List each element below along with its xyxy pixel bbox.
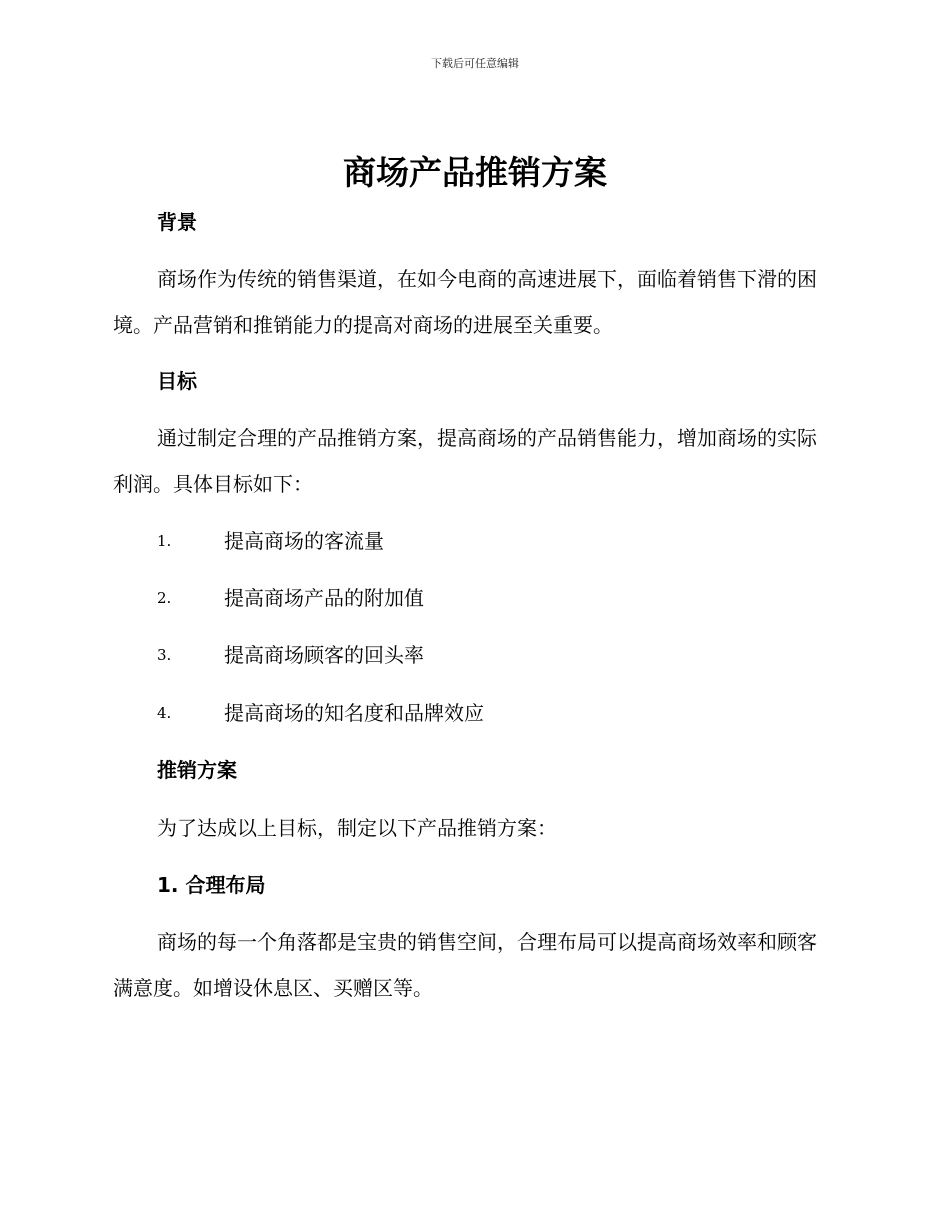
subsection-heading-layout: 1. 合理布局 bbox=[157, 873, 266, 897]
section-heading-plan: 推销方案 bbox=[157, 758, 237, 782]
goals-paragraph: 通过制定合理的产品推销方案，提高商场的产品销售能力，增加商场的实际利润。具体目标如下： bbox=[113, 426, 817, 496]
goal-list-item bbox=[157, 527, 757, 555]
goal-number: 2. bbox=[157, 589, 172, 607]
background-paragraph: 商场作为传统的销售渠道，在如今电商的高速进展下，面临着销售下滑的困境。产品营销和推销能力的提高对商场的进展至关重要。 bbox=[113, 267, 817, 337]
goal-number: 4. bbox=[157, 704, 172, 722]
goal-text: 提高商场顾客的回头率 bbox=[224, 643, 424, 667]
goal-list-item bbox=[157, 699, 757, 727]
section-heading-background: 背景 bbox=[157, 210, 197, 234]
page-header-note: 下载后可任意编辑 bbox=[431, 57, 519, 70]
section-heading-goals: 目标 bbox=[157, 369, 197, 393]
goal-text: 提高商场的知名度和品牌效应 bbox=[224, 701, 484, 725]
plan-intro: 为了达成以上目标，制定以下产品推销方案： bbox=[157, 816, 557, 840]
goal-text: 提高商场的客流量 bbox=[224, 529, 384, 553]
goal-number: 3. bbox=[157, 646, 172, 664]
goal-list-item bbox=[157, 584, 757, 612]
goal-number: 1. bbox=[157, 532, 172, 550]
document-title: 商场产品推销方案 bbox=[343, 153, 607, 192]
goal-text: 提高商场产品的附加值 bbox=[224, 586, 424, 610]
goal-list-item bbox=[157, 641, 757, 669]
layout-paragraph: 商场的每一个角落都是宝贵的销售空间，合理布局可以提高商场效率和顾客满意度。如增设休息区、买赠区等。 bbox=[113, 930, 817, 1000]
